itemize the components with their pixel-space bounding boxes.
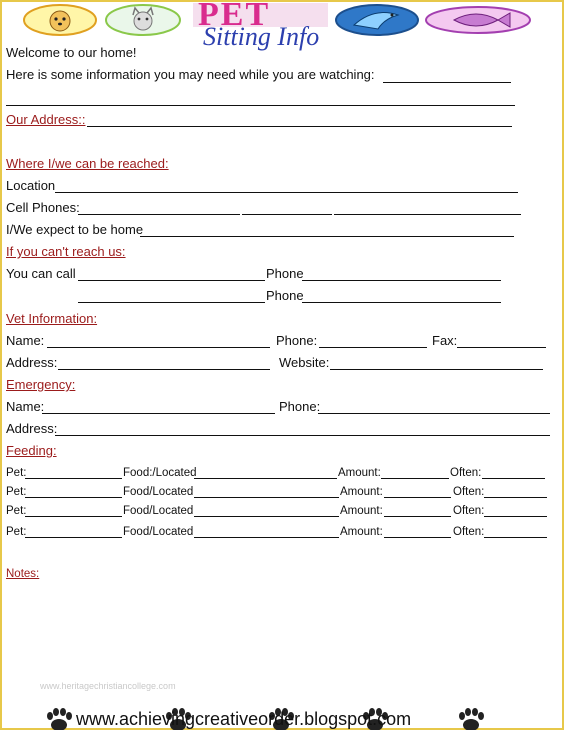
feeding-often-field[interactable]	[484, 537, 547, 538]
vet-name-field[interactable]	[47, 347, 270, 348]
cant-reach-heading: If you can't reach us:	[6, 244, 126, 259]
feeding-often-label: Often:	[453, 526, 485, 538]
location-field[interactable]	[55, 192, 518, 193]
emergency-heading: Emergency:	[6, 377, 76, 392]
welcome-text: Welcome to our home!	[6, 45, 137, 60]
feeding-food-field[interactable]	[194, 497, 339, 498]
feeding-often-field[interactable]	[484, 516, 547, 517]
address-label: Our Address::	[6, 112, 86, 127]
feeding-amount-label: Amount:	[338, 467, 381, 479]
emergency-address-label: Address:	[6, 421, 58, 436]
cell-phone-2-field[interactable]	[242, 214, 332, 215]
feeding-pet-field[interactable]	[25, 516, 122, 517]
vet-phone-label: Phone:	[276, 333, 318, 348]
feeding-food-field[interactable]	[194, 478, 337, 479]
feeding-pet-field[interactable]	[25, 497, 122, 498]
paw-print-icon	[456, 708, 486, 730]
cell-phone-1-field[interactable]	[78, 214, 240, 215]
feeding-amount-field[interactable]	[381, 478, 449, 479]
page-subtitle: Sitting Info	[203, 22, 320, 51]
feeding-amount-field[interactable]	[384, 497, 451, 498]
cat-face-icon	[104, 3, 182, 37]
feeding-often-label: Often:	[453, 505, 485, 517]
vet-fax-field[interactable]	[457, 347, 546, 348]
watermark: www.heritagechristiancollege.com	[40, 681, 176, 691]
feeding-often-label: Often:	[453, 486, 485, 498]
vet-website-label: Website:	[279, 355, 330, 370]
emergency-name-field[interactable]	[42, 413, 275, 414]
vet-heading: Vet Information:	[6, 311, 98, 326]
location-label: Location	[6, 178, 56, 193]
expect-home-label: I/We expect to be home	[6, 222, 144, 237]
expect-home-field[interactable]	[140, 236, 514, 237]
contact-1-phone-label: Phone	[266, 266, 304, 281]
vet-fax-label: Fax:	[432, 333, 458, 348]
page-title: PET	[198, 0, 271, 33]
paw-print-icon	[44, 708, 74, 730]
emergency-address-field[interactable]	[55, 435, 550, 436]
feeding-food-label: Food/Located	[123, 505, 194, 517]
emergency-name-label: Name:	[6, 399, 45, 414]
contact-2-phone-field[interactable]	[302, 302, 501, 303]
feeding-food-field[interactable]	[194, 537, 339, 538]
feeding-pet-field[interactable]	[25, 478, 122, 479]
vet-address-field[interactable]	[58, 369, 270, 370]
contact-2-phone-label: Phone	[266, 288, 304, 303]
feeding-food-label: Food/Located	[123, 486, 194, 498]
contact-1-phone-field[interactable]	[302, 280, 501, 281]
feeding-pet-field[interactable]	[25, 537, 122, 538]
feeding-food-label: Food:/Located	[123, 467, 197, 479]
cell-phone-3-field[interactable]	[334, 214, 521, 215]
notes-heading: Notes:	[6, 568, 40, 580]
feeding-often-field[interactable]	[482, 478, 545, 479]
feeding-amount-label: Amount:	[340, 486, 383, 498]
info-extra-field[interactable]	[6, 105, 515, 106]
footer-url[interactable]: www.achievingcreativeorder.blogspot.com	[76, 709, 412, 729]
emergency-phone-field[interactable]	[318, 413, 550, 414]
feeding-amount-label: Amount:	[340, 526, 383, 538]
fish-icon	[424, 5, 532, 35]
vet-phone-field[interactable]	[319, 347, 427, 348]
you-can-call-label: You can call	[6, 266, 76, 281]
vet-address-label: Address:	[6, 355, 58, 370]
feeding-often-label: Often:	[450, 467, 482, 479]
bird-icon	[334, 3, 420, 37]
cell-phones-label: Cell Phones:	[6, 200, 80, 215]
vet-website-field[interactable]	[330, 369, 543, 370]
feeding-heading: Feeding:	[6, 443, 57, 458]
reach-heading: Where I/we can be reached:	[6, 156, 169, 171]
emergency-phone-label: Phone:	[279, 399, 321, 414]
contact-1-name-field[interactable]	[78, 280, 265, 281]
feeding-amount-field[interactable]	[384, 516, 451, 517]
info-line-label: Here is some information you may need while you are watching:	[6, 67, 375, 82]
watcher-name-field[interactable]	[383, 82, 511, 83]
notes-area[interactable]	[6, 585, 551, 680]
vet-name-label: Name:	[6, 333, 45, 348]
feeding-pet-label: Pet:	[6, 486, 27, 498]
dog-face-icon	[22, 3, 98, 37]
feeding-food-field[interactable]	[194, 516, 339, 517]
address-field[interactable]	[87, 126, 512, 127]
feeding-amount-label: Amount:	[340, 505, 383, 517]
feeding-food-label: Food/Located	[123, 526, 194, 538]
feeding-pet-label: Pet:	[6, 526, 27, 538]
feeding-often-field[interactable]	[484, 497, 547, 498]
feeding-pet-label: Pet:	[6, 505, 27, 517]
contact-2-name-field[interactable]	[78, 302, 265, 303]
feeding-pet-label: Pet:	[6, 467, 27, 479]
feeding-amount-field[interactable]	[384, 537, 451, 538]
